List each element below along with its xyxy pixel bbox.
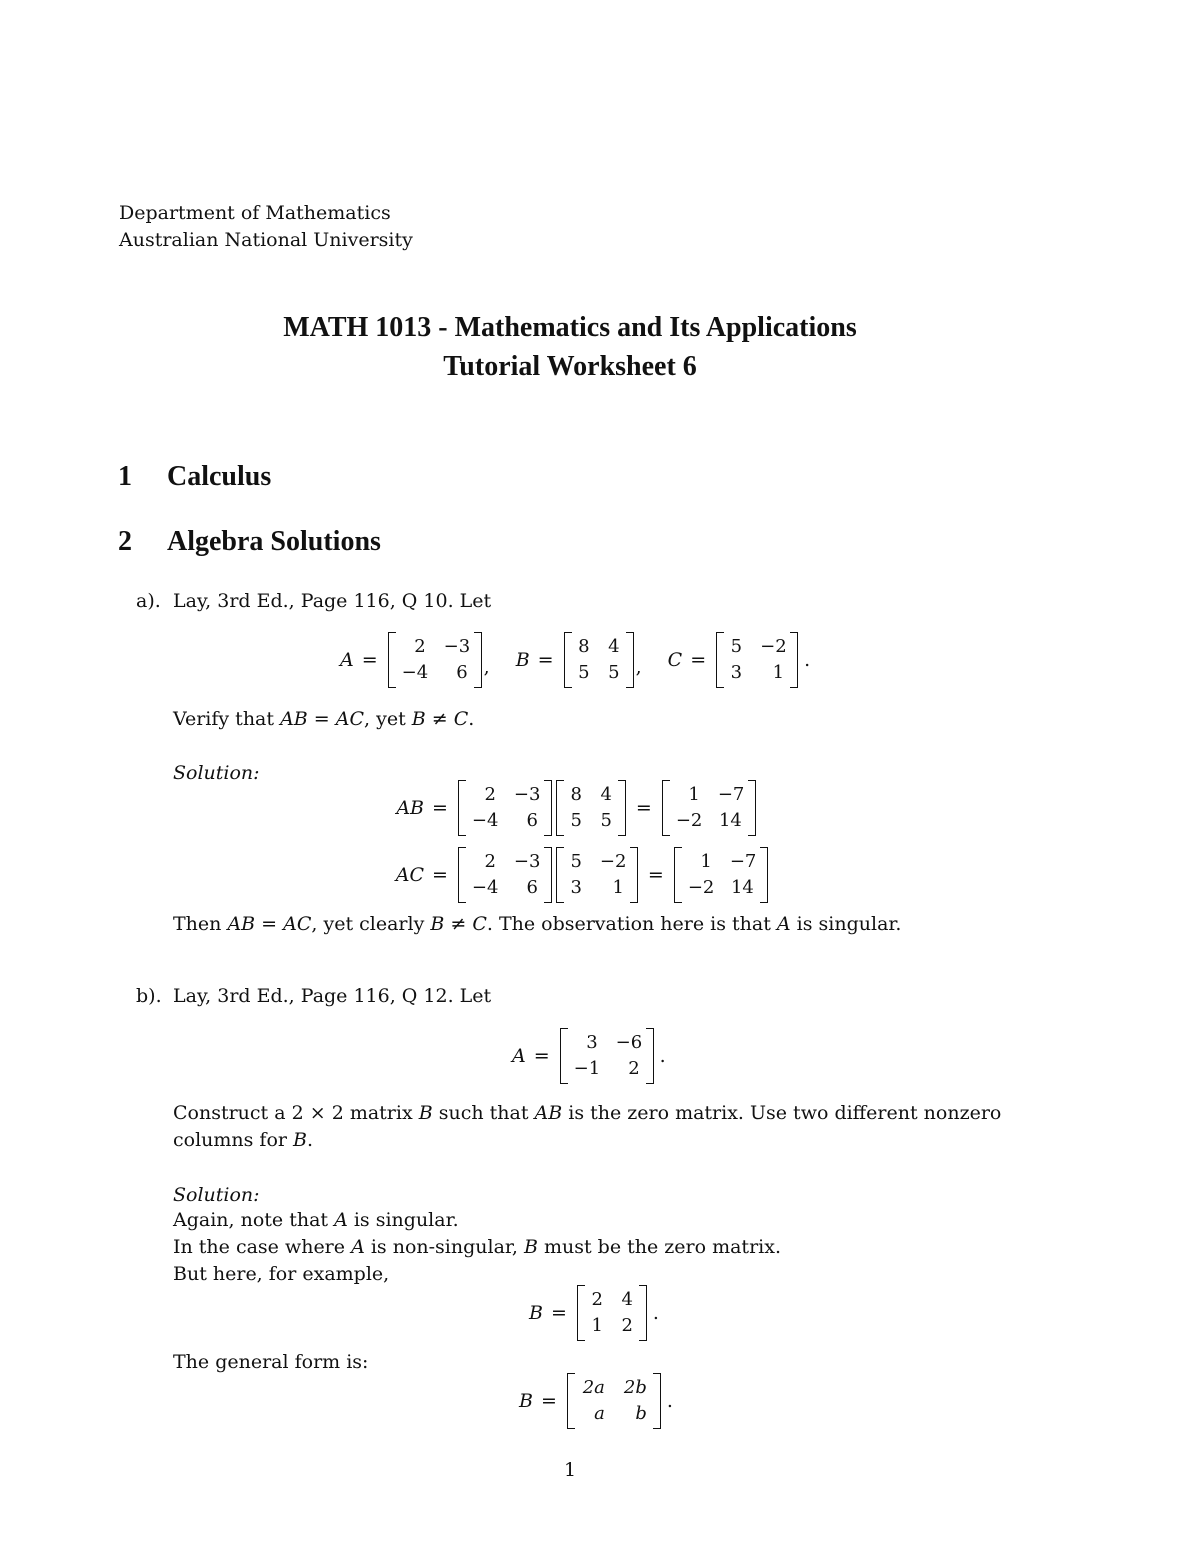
problem-b-construct-line2: columns for B. xyxy=(173,1129,314,1151)
matrix-B: 2 4 1 2 xyxy=(577,1285,647,1341)
period: . xyxy=(804,649,811,671)
matrix-cell: 6 xyxy=(456,662,468,683)
matrix-cell: 2 xyxy=(414,636,426,657)
matrix-cell: 8 xyxy=(578,636,590,657)
matrix-cell: 5 xyxy=(578,662,590,683)
section-1-number: 1 xyxy=(118,461,132,492)
section-1-title: Calculus xyxy=(167,461,272,492)
matrix-cell: −4 xyxy=(401,662,429,683)
equation-AC: AC = 2 −3 −4 6 5 −2 3 1 = 1 −7 −2 14 xyxy=(386,847,770,903)
matrix-A xyxy=(388,632,482,688)
matrix-A: 3 −6 −1 2 xyxy=(560,1028,654,1084)
problem-a-intro: Lay, 3rd Ed., Page 116, Q 10. Let xyxy=(173,590,492,612)
problem-b-matrix-A: A = 3 −6 −1 2 . xyxy=(512,1028,666,1084)
problem-b-matrix-B-example: B = 2 4 1 2 . xyxy=(529,1285,659,1341)
problem-a-label: a). xyxy=(136,590,161,612)
section-2-title: Algebra Solutions xyxy=(167,526,381,557)
department-name: Department of Mathematics xyxy=(119,202,391,224)
equals-sign: = xyxy=(361,649,378,671)
problem-a-solution-label: Solution: xyxy=(173,762,260,784)
matrix-AC-result: 1 −7 −2 14 xyxy=(674,847,768,903)
university-name: Australian National University xyxy=(119,229,413,251)
equals-sign: = xyxy=(690,649,707,671)
comma: , xyxy=(635,656,642,678)
problem-b-example-text: But here, for example, xyxy=(173,1263,390,1285)
matrix-A: 2 −3 −4 6 xyxy=(458,847,552,903)
matrix-B-general: 2a 2b a b xyxy=(567,1373,661,1429)
equation-AB: AB = 2 −3 −4 6 8 4 5 5 = 1 −7 −2 14 xyxy=(394,780,758,836)
problem-b-label: b). xyxy=(136,985,162,1007)
matrix-C xyxy=(716,632,798,688)
var-C: C xyxy=(667,649,683,671)
matrix-A: 2 −3 −4 6 xyxy=(458,780,552,836)
problem-b-case: In the case where A is non-singular, B must be the zero matrix. xyxy=(173,1236,781,1258)
problem-b-general-text: The general form is: xyxy=(173,1351,369,1373)
problem-b-matrix-B-general: B = 2a 2b a b . xyxy=(519,1373,673,1429)
problem-a-conclusion: Then AB = AC, yet clearly B ≠ C. The observation here is that A is singular. xyxy=(173,913,902,935)
course-title: MATH 1013 - Mathematics and Its Applications xyxy=(283,312,857,343)
matrix-cell: 4 xyxy=(608,636,620,657)
problem-a-definitions xyxy=(340,632,810,688)
section-2-number: 2 xyxy=(118,526,132,557)
matrix-cell: 5 xyxy=(608,662,620,683)
equals-sign: = xyxy=(537,649,554,671)
var-B: B xyxy=(515,649,530,671)
page-number: 1 xyxy=(563,1459,577,1481)
matrix-B xyxy=(564,632,634,688)
matrix-cell: −3 xyxy=(443,636,471,657)
matrix-B: 8 4 5 5 xyxy=(556,780,626,836)
problem-b-again: Again, note that A is singular. xyxy=(173,1209,459,1231)
problem-b-solution-label: Solution: xyxy=(173,1184,260,1206)
var-A: A xyxy=(340,649,354,671)
worksheet-title: Tutorial Worksheet 6 xyxy=(443,351,697,382)
matrix-cell: 5 xyxy=(730,636,743,657)
matrix-C: 5 −2 3 1 xyxy=(556,847,638,903)
matrix-cell: −2 xyxy=(760,636,787,657)
matrix-cell: 1 xyxy=(772,662,785,683)
comma: , xyxy=(483,656,490,678)
problem-b-intro: Lay, 3rd Ed., Page 116, Q 12. Let xyxy=(173,985,492,1007)
matrix-AB-result: 1 −7 −2 14 xyxy=(662,780,756,836)
problem-a-verify: Verify that AB = AC, yet B ≠ C. xyxy=(173,708,475,730)
matrix-cell: 3 xyxy=(730,662,743,683)
problem-b-construct-line1: Construct a 2 × 2 matrix B such that AB is the zero matrix. Use two different nonzero xyxy=(173,1102,1002,1124)
